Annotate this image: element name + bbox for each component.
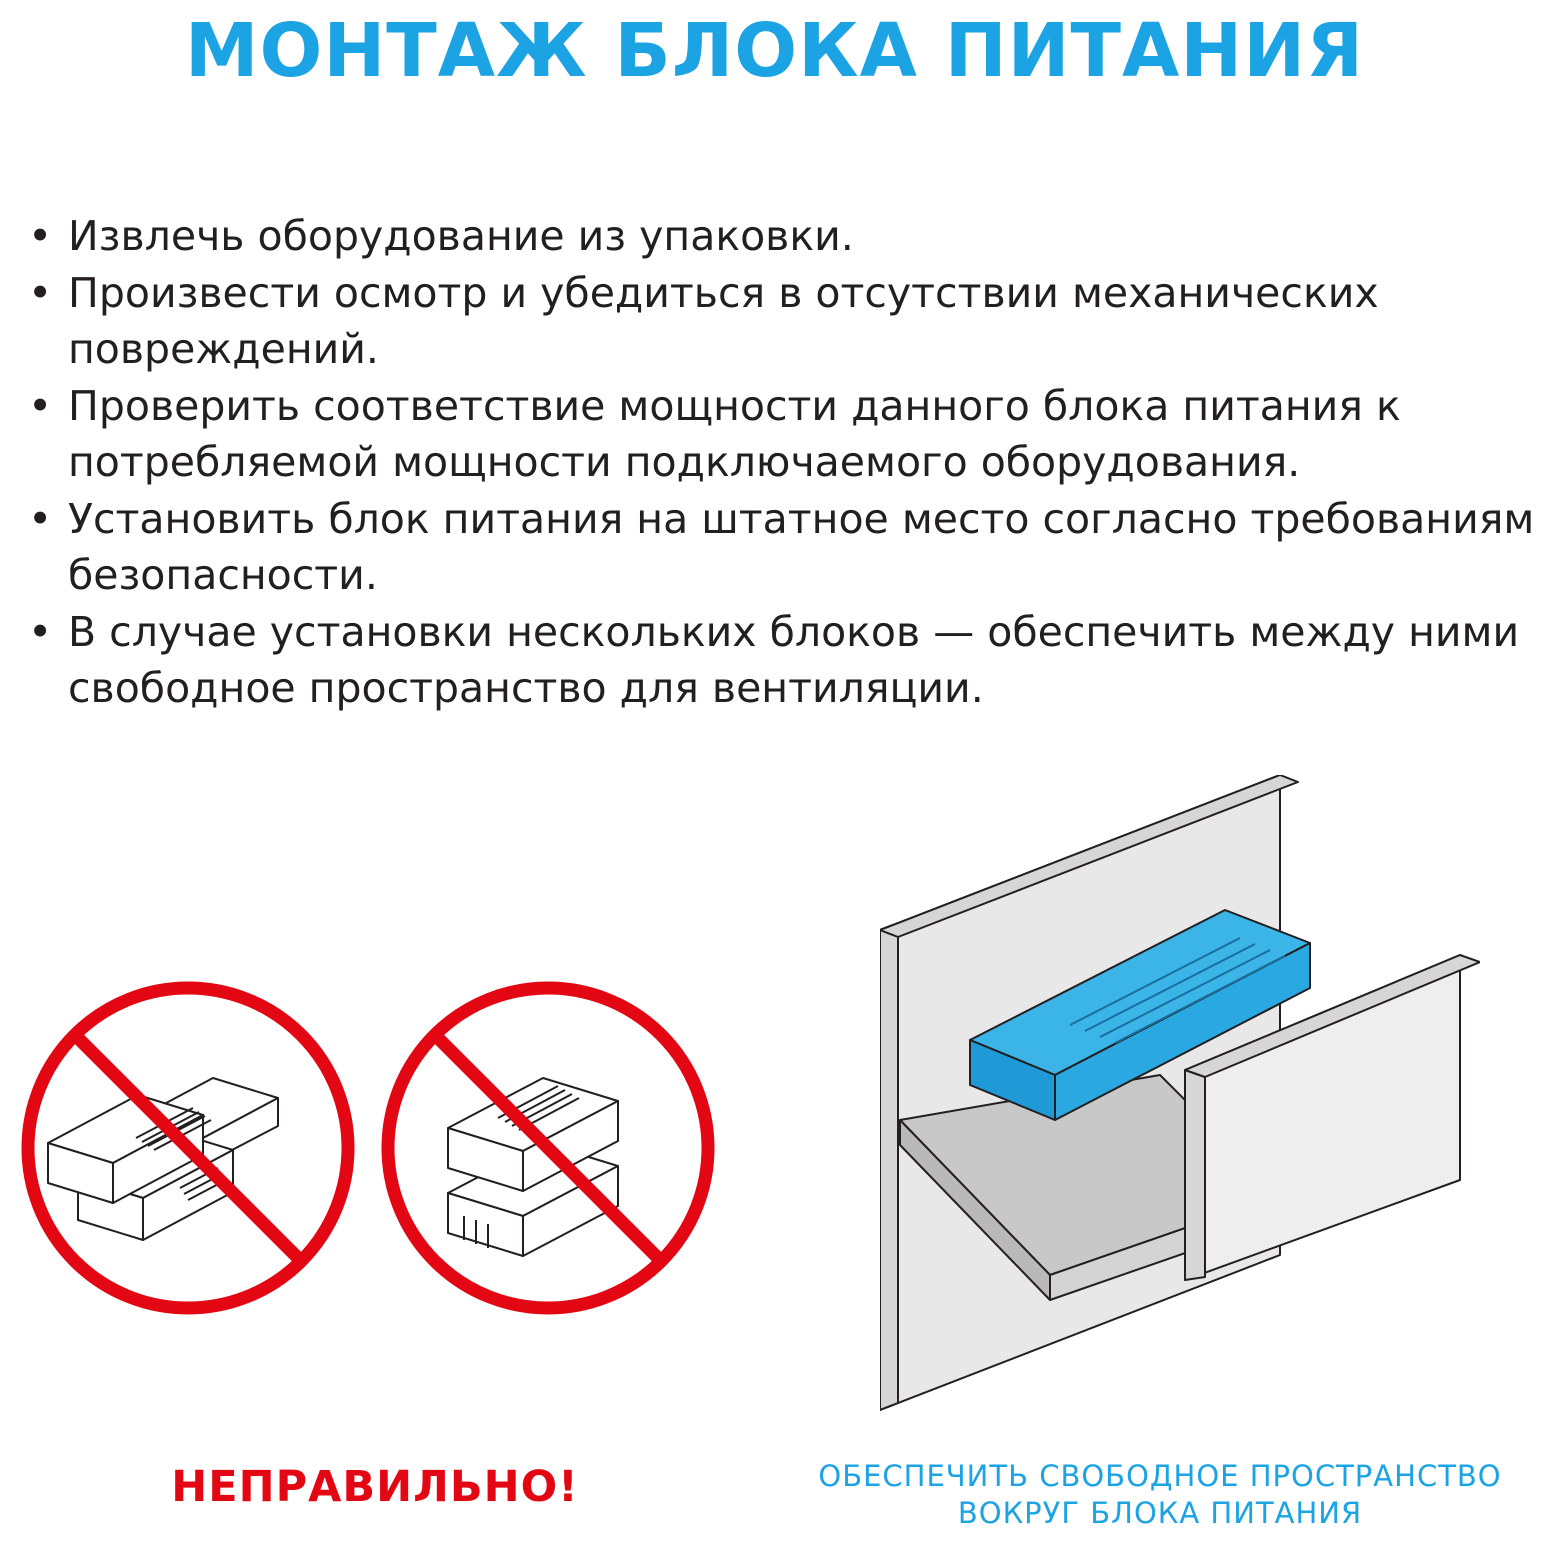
prohibited-side-by-side-icon <box>18 978 358 1318</box>
wrong-label: НЕПРАВИЛЬНО! <box>171 1462 579 1512</box>
right-caption <box>790 1458 1530 1532</box>
instruction-list <box>28 208 1538 717</box>
page-title: МОНТАЖ БЛОКА ПИТАНИЯ <box>184 8 1365 94</box>
correct-mounting-illustration <box>880 775 1480 1415</box>
instruction-item: • Произвести осмотр и убедиться в отсутствии механических повреждений. <box>28 265 1538 378</box>
instruction-item: • Извлечь оборудование из упаковки. <box>28 208 1538 265</box>
instruction-item: • Установить блок питания на штатное место согласно требованиям безопасности. <box>28 491 1538 604</box>
instruction-item: • В случае установки нескольких блоков — обеспечить между ними свободное пространство для вентиляции. <box>28 604 1538 717</box>
right-caption-line-2: ВОКРУГ БЛОКА ПИТАНИЯ <box>957 1496 1363 1530</box>
instruction-item: • Проверить соответствие мощности данного блока питания к потребляемой мощности подключаемого оборудования. <box>28 378 1538 491</box>
prohibited-stacked-icon <box>378 978 718 1318</box>
right-caption-line-1: ОБЕСПЕЧИТЬ СВОБОДНОЕ ПРОСТРАНСТВО <box>818 1459 1502 1493</box>
